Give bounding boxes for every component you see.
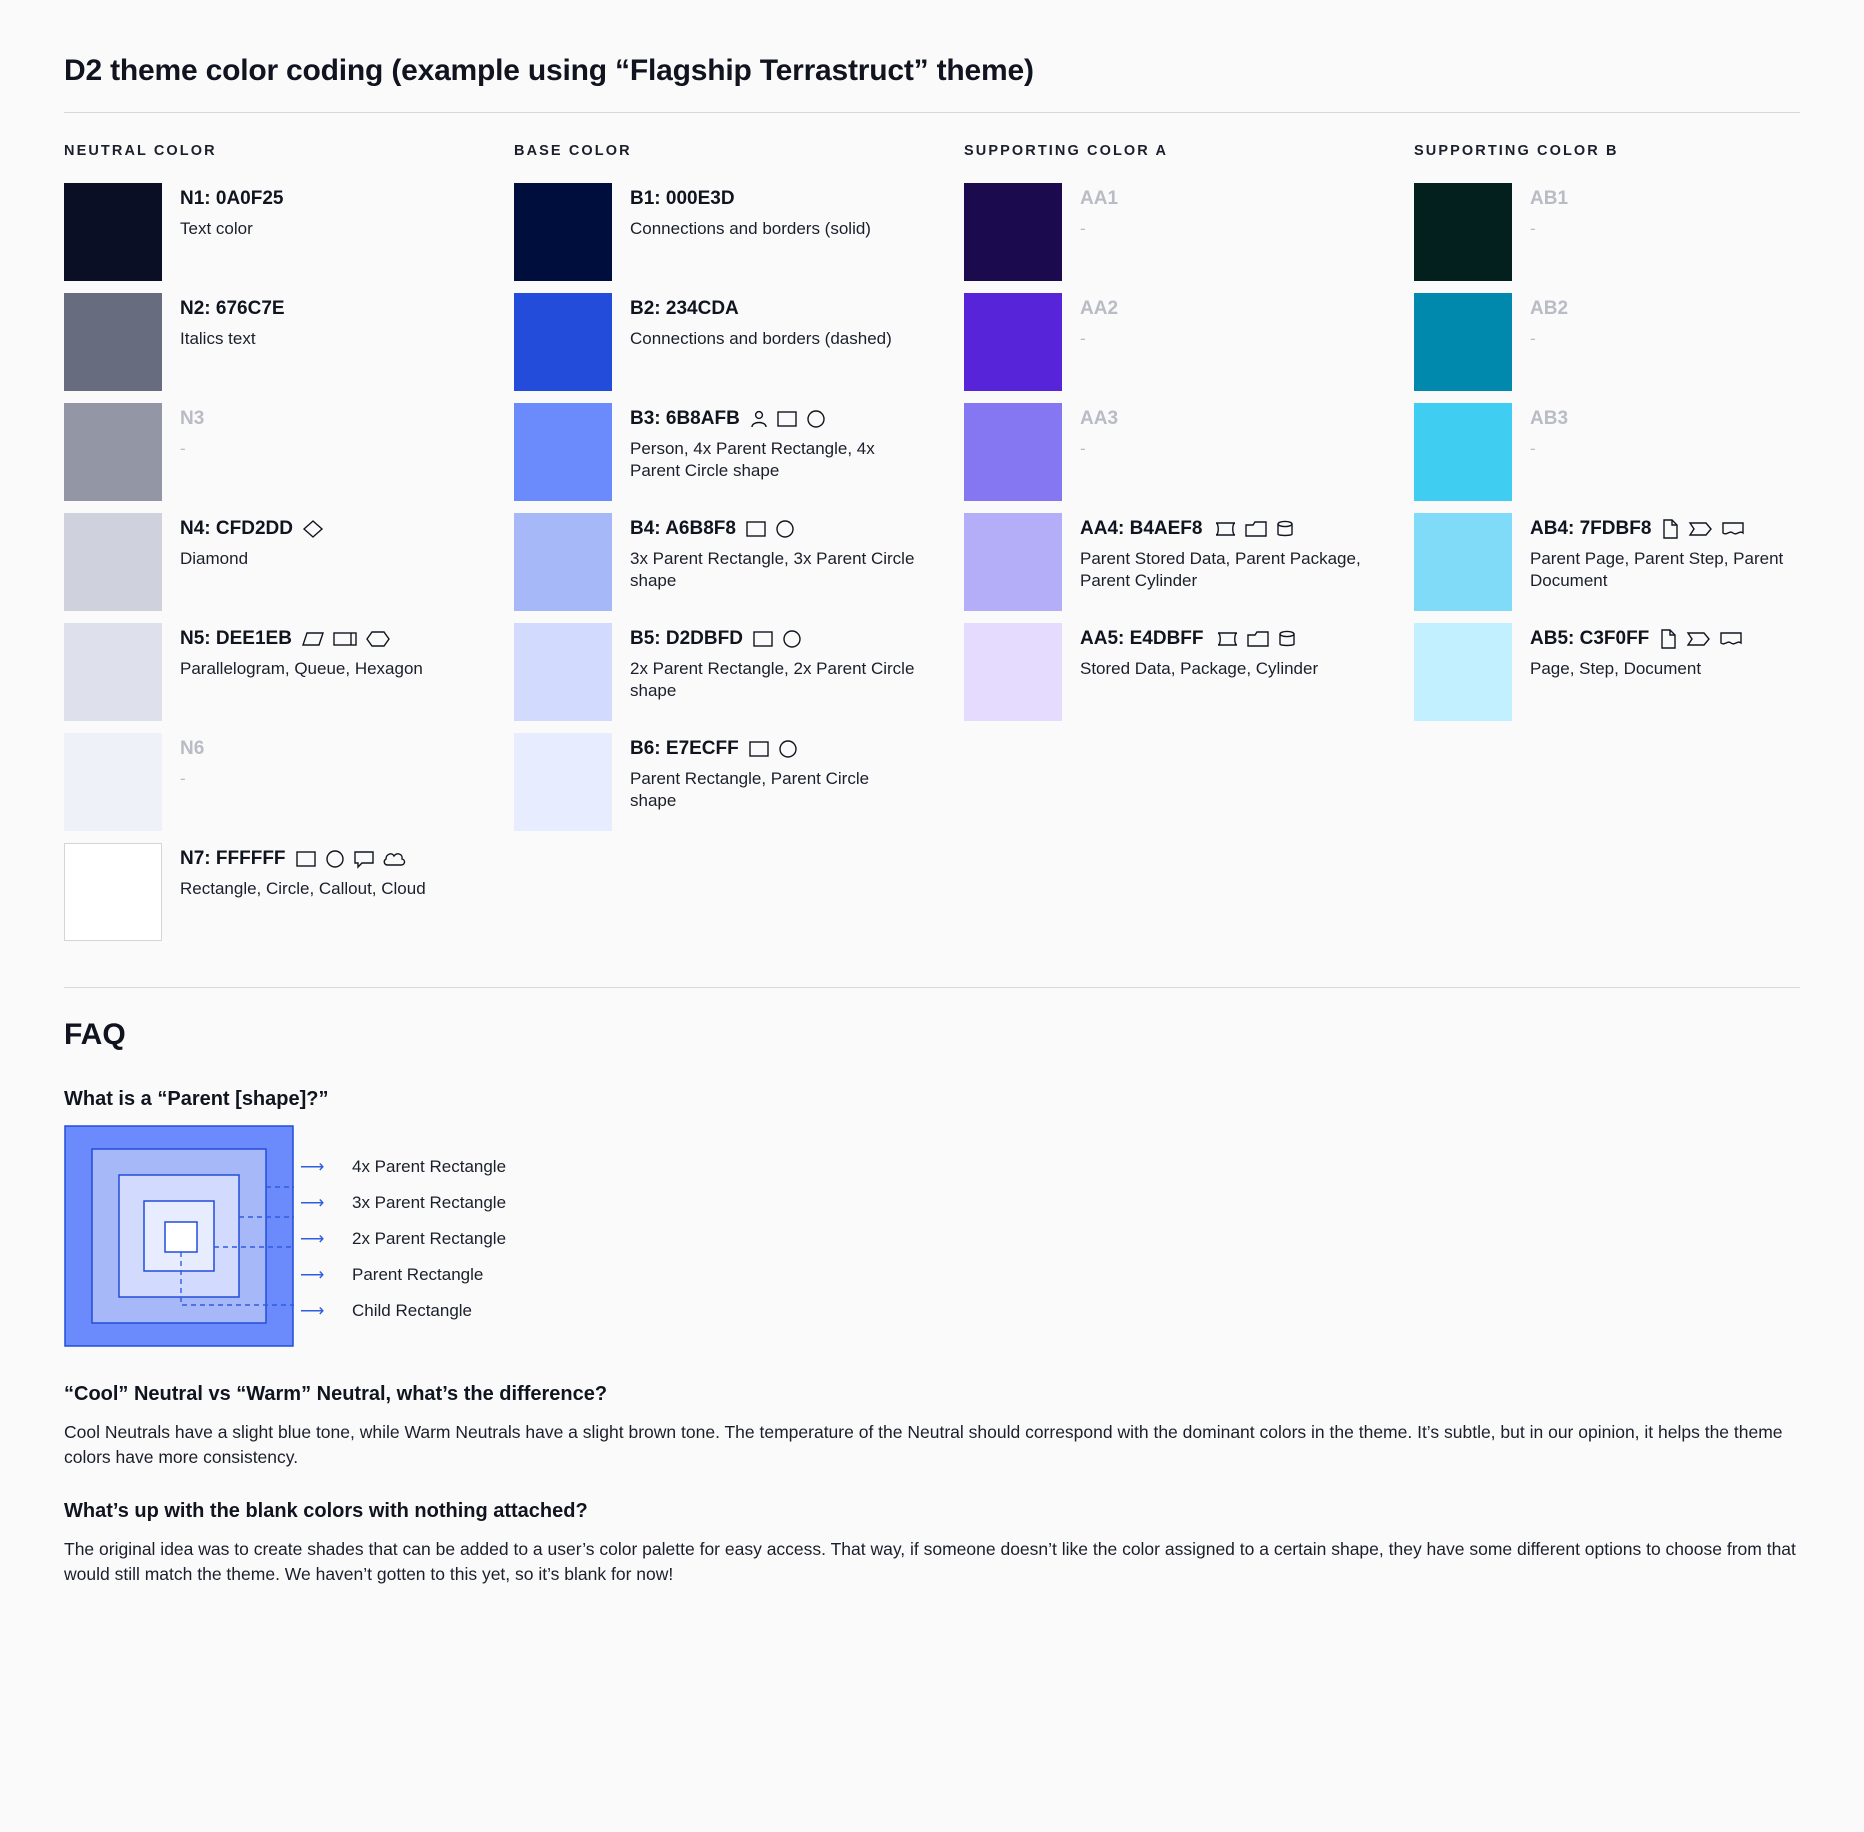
color-chip[interactable] xyxy=(514,513,612,611)
color-description: - xyxy=(180,438,186,458)
column-heading: SUPPORTING COLOR B xyxy=(1414,143,1619,159)
color-label xyxy=(630,627,920,651)
circle-icon xyxy=(774,519,796,539)
color-label-text: N5: DEE1EB xyxy=(180,628,292,649)
color-chip[interactable] xyxy=(514,733,612,831)
color-info xyxy=(1530,183,1568,240)
color-label-text: AA5: E4DBFF xyxy=(1080,628,1204,649)
faq-divider xyxy=(64,987,1800,988)
color-label-text: N3 xyxy=(180,408,205,429)
color-info xyxy=(630,293,892,350)
color-info xyxy=(180,293,285,350)
color-info xyxy=(630,733,920,813)
color-info xyxy=(630,183,871,240)
color-label-text: N4: CFD2DD xyxy=(180,518,293,539)
color-description: Person, 4x Parent Rectangle, 4x Parent Circle shape xyxy=(630,438,875,481)
hexagon-icon xyxy=(365,629,391,649)
shape-icon-group xyxy=(748,739,799,759)
step-icon xyxy=(1685,629,1711,649)
color-label xyxy=(180,407,204,431)
page-icon xyxy=(1660,518,1680,540)
color-chip[interactable] xyxy=(1414,293,1512,391)
color-swatch-row xyxy=(64,843,514,941)
color-label-text: B3: 6B8AFB xyxy=(630,408,740,429)
list-item xyxy=(300,1149,506,1185)
color-description: Parent Stored Data, Parent Package, Parent Cylinder xyxy=(1080,548,1361,591)
parent-shape-diagram xyxy=(64,1125,1800,1347)
shape-icon-group xyxy=(295,849,408,869)
shape-icon-group xyxy=(1211,519,1295,539)
arrow-icon: ⟶ xyxy=(300,1193,325,1212)
list-item xyxy=(300,1293,506,1329)
color-swatch-row xyxy=(514,733,964,831)
diamond-icon xyxy=(302,519,324,539)
nest-label-text: 3x Parent Rectangle xyxy=(352,1193,507,1212)
rectangle-icon xyxy=(776,409,798,429)
color-swatch-row xyxy=(1414,623,1864,721)
color-description: - xyxy=(1080,218,1086,238)
color-info xyxy=(180,843,426,900)
color-info xyxy=(630,403,920,483)
color-label xyxy=(630,737,920,761)
color-column xyxy=(64,143,514,953)
color-columns xyxy=(64,143,1800,953)
color-description: - xyxy=(1530,218,1536,238)
package-icon xyxy=(1246,629,1270,649)
nest-label-text: Parent Rectangle xyxy=(352,1265,484,1284)
column-heading: NEUTRAL COLOR xyxy=(64,143,217,159)
color-info xyxy=(1530,403,1568,460)
stored-data-icon xyxy=(1211,519,1237,539)
color-swatch-row xyxy=(514,183,964,281)
faq-answer-2: Cool Neutrals have a slight blue tone, while Warm Neutrals have a slight brown tone. The temperature of the Neutral should correspond with the dominant colors in the theme. It’s subtle, but in our opinion, it helps the theme colors have more consistency. xyxy=(64,1422,1783,1467)
list-item xyxy=(300,1185,506,1221)
color-label-text: B4: A6B8F8 xyxy=(630,518,736,539)
color-info xyxy=(1080,513,1370,593)
color-chip[interactable] xyxy=(64,733,162,831)
list-item xyxy=(300,1257,506,1293)
color-column xyxy=(964,143,1414,733)
arrow-icon: ⟶ xyxy=(300,1229,325,1248)
color-description: Parallelogram, Queue, Hexagon xyxy=(180,658,423,678)
color-description: - xyxy=(1530,328,1536,348)
shape-icon-group xyxy=(1658,628,1744,650)
color-label xyxy=(630,517,920,541)
color-chip[interactable] xyxy=(64,513,162,611)
color-swatch-row xyxy=(64,733,514,831)
rectangle-icon xyxy=(745,519,767,539)
color-swatch-row xyxy=(64,513,514,611)
color-description: Page, Step, Document xyxy=(1530,658,1702,678)
faq-question-2: “Cool” Neutral vs “Warm” Neutral, what’s the difference? xyxy=(64,1383,608,1405)
circle-icon xyxy=(777,739,799,759)
color-chip[interactable] xyxy=(514,183,612,281)
color-info xyxy=(180,733,204,790)
color-info xyxy=(1530,513,1820,593)
color-chip[interactable] xyxy=(1414,183,1512,281)
color-label xyxy=(1080,627,1318,651)
rectangle-icon xyxy=(748,739,770,759)
cloud-icon xyxy=(382,849,408,869)
arrow-icon: ⟶ xyxy=(300,1301,325,1320)
color-description: - xyxy=(1530,438,1536,458)
color-swatch-row xyxy=(964,293,1414,391)
color-info xyxy=(630,623,920,703)
color-info xyxy=(630,513,920,593)
color-info xyxy=(1530,623,1744,680)
color-description: Connections and borders (solid) xyxy=(630,218,871,238)
callout-icon xyxy=(353,849,375,869)
color-description: Parent Rectangle, Parent Circle shape xyxy=(630,768,870,811)
color-label-text: AB5: C3F0FF xyxy=(1530,628,1650,649)
color-swatch-row xyxy=(514,513,964,611)
color-column xyxy=(1414,143,1864,733)
circle-icon xyxy=(805,409,827,429)
color-chip[interactable] xyxy=(964,623,1062,721)
step-icon xyxy=(1687,519,1713,539)
color-label xyxy=(1530,297,1568,321)
color-description: Diamond xyxy=(180,548,249,568)
faq-title: FAQ xyxy=(64,1018,126,1051)
column-heading: SUPPORTING COLOR A xyxy=(964,143,1169,159)
person-icon xyxy=(749,409,769,429)
title-divider xyxy=(64,112,1800,113)
color-label-text: AA3 xyxy=(1080,408,1119,429)
color-chip[interactable] xyxy=(964,513,1062,611)
cylinder-icon xyxy=(1275,519,1295,539)
color-description: Text color xyxy=(180,218,253,238)
color-label-text: N6 xyxy=(180,738,205,759)
color-chip[interactable] xyxy=(64,293,162,391)
color-label-text: B1: 000E3D xyxy=(630,188,735,209)
color-description: Connections and borders (dashed) xyxy=(630,328,892,348)
nest-label-text: 2x Parent Rectangle xyxy=(352,1229,507,1248)
color-label xyxy=(180,297,285,321)
color-label-text: AA2 xyxy=(1080,298,1119,319)
color-description: Rectangle, Circle, Callout, Cloud xyxy=(180,878,426,898)
color-swatch-row xyxy=(964,183,1414,281)
color-label-text: AB3 xyxy=(1530,408,1569,429)
faq-question-3: What’s up with the blank colors with nothing attached? xyxy=(64,1499,588,1522)
color-description: 2x Parent Rectangle, 2x Parent Circle shape xyxy=(630,658,915,701)
color-label xyxy=(630,187,871,211)
nested-rectangle-labels xyxy=(300,1125,506,1329)
rectangle-icon xyxy=(752,629,774,649)
color-chip[interactable] xyxy=(964,293,1062,391)
color-label-text: B6: E7ECFF xyxy=(630,738,739,759)
color-swatch-row xyxy=(1414,513,1864,611)
color-label-text: N1: 0A0F25 xyxy=(180,188,284,209)
page-title: D2 theme color coding (example using “Flagship Terrastruct” theme) xyxy=(64,54,1034,87)
color-label-text: AA1 xyxy=(1080,188,1119,209)
color-swatch-row xyxy=(1414,183,1864,281)
color-description: 3x Parent Rectangle, 3x Parent Circle shape xyxy=(630,548,915,591)
color-description: Stored Data, Package, Cylinder xyxy=(1080,658,1319,678)
color-label-text: AB2 xyxy=(1530,298,1569,319)
color-chip[interactable] xyxy=(1414,513,1512,611)
color-label xyxy=(1530,517,1820,541)
shape-icon-group xyxy=(752,629,803,649)
document-icon xyxy=(1718,629,1744,649)
color-info xyxy=(180,623,423,680)
color-chip[interactable] xyxy=(514,403,612,501)
color-chip[interactable] xyxy=(964,183,1062,281)
color-label xyxy=(180,187,284,211)
color-info xyxy=(1080,403,1118,460)
color-description: Italics text xyxy=(180,328,256,348)
color-chip[interactable] xyxy=(64,403,162,501)
color-swatch-row xyxy=(1414,403,1864,501)
color-label xyxy=(630,407,920,431)
color-description: Parent Page, Parent Step, Parent Document xyxy=(1530,548,1784,591)
color-swatch-row xyxy=(64,293,514,391)
color-swatch-row xyxy=(514,623,964,721)
color-swatch-row xyxy=(964,403,1414,501)
color-label xyxy=(1080,297,1118,321)
color-label xyxy=(1530,407,1568,431)
color-label xyxy=(1080,517,1370,541)
color-swatch-row xyxy=(964,623,1414,721)
shape-icon-group xyxy=(301,629,391,649)
color-swatch-row xyxy=(964,513,1414,611)
color-chip[interactable] xyxy=(1414,623,1512,721)
nest-label-text: Child Rectangle xyxy=(352,1301,473,1320)
color-label xyxy=(1080,407,1118,431)
color-label-text: AA4: B4AEF8 xyxy=(1080,518,1203,539)
color-label xyxy=(180,847,426,871)
page-icon xyxy=(1658,628,1678,650)
color-label-text: B2: 234CDA xyxy=(630,298,739,319)
color-column xyxy=(514,143,964,843)
color-label-text: N2: 676C7E xyxy=(180,298,285,319)
rectangle-icon xyxy=(295,849,317,869)
color-label-text: B5: D2DBFD xyxy=(630,628,743,649)
color-chip[interactable] xyxy=(64,843,162,941)
color-swatch-row xyxy=(64,183,514,281)
color-chip[interactable] xyxy=(1414,403,1512,501)
color-info xyxy=(1080,623,1318,680)
color-description: - xyxy=(1080,438,1086,458)
arrow-icon: ⟶ xyxy=(300,1157,325,1176)
color-label xyxy=(1530,187,1568,211)
color-swatch-row xyxy=(514,293,964,391)
color-label-text: N7: FFFFFF xyxy=(180,848,286,869)
color-chip[interactable] xyxy=(514,623,612,721)
color-label-text: AB4: 7FDBF8 xyxy=(1530,518,1652,539)
color-info xyxy=(180,183,284,240)
shape-icon-group xyxy=(745,519,796,539)
color-info xyxy=(180,403,204,460)
arrow-icon: ⟶ xyxy=(300,1265,325,1284)
shape-icon-group xyxy=(1660,518,1746,540)
color-swatch-row xyxy=(1414,293,1864,391)
column-heading: BASE COLOR xyxy=(514,143,632,159)
nest-label-text: 4x Parent Rectangle xyxy=(352,1157,507,1176)
color-chip[interactable] xyxy=(64,183,162,281)
color-info xyxy=(1530,293,1568,350)
color-info xyxy=(1080,183,1118,240)
color-info xyxy=(180,513,324,570)
color-label xyxy=(1530,627,1744,651)
shape-icon-group xyxy=(749,409,827,429)
circle-icon xyxy=(781,629,803,649)
package-icon xyxy=(1244,519,1268,539)
document-icon xyxy=(1720,519,1746,539)
shape-icon-group xyxy=(302,519,324,539)
queue-icon xyxy=(332,629,358,649)
circle-icon xyxy=(324,849,346,869)
parallelogram-icon xyxy=(301,629,325,649)
color-label xyxy=(1080,187,1118,211)
color-description: - xyxy=(1080,328,1086,348)
shape-icon-group xyxy=(1213,629,1297,649)
list-item xyxy=(300,1221,506,1257)
color-label-text: AB1 xyxy=(1530,188,1569,209)
faq-question-1: What is a “Parent [shape]?” xyxy=(64,1088,329,1110)
color-label xyxy=(180,517,324,541)
color-info xyxy=(1080,293,1118,350)
color-chip[interactable] xyxy=(64,623,162,721)
stored-data-icon xyxy=(1213,629,1239,649)
faq-answer-3: The original idea was to create shades that can be added to a user’s color palette for easy access. That way, if someone doesn’t like the color assigned to a certain shape, they have some different options to choose from that would still match the theme. We haven’t gotten to this yet, so it’s blank for now! xyxy=(64,1538,1796,1584)
color-label xyxy=(180,737,204,761)
cylinder-icon xyxy=(1277,629,1297,649)
color-swatch-row xyxy=(514,403,964,501)
nested-rectangles xyxy=(64,1125,294,1347)
color-label xyxy=(630,297,892,321)
color-chip[interactable] xyxy=(964,403,1062,501)
color-description: - xyxy=(180,768,186,788)
color-swatch-row xyxy=(64,403,514,501)
color-label xyxy=(180,627,423,651)
color-swatch-row xyxy=(64,623,514,721)
color-chip[interactable] xyxy=(514,293,612,391)
